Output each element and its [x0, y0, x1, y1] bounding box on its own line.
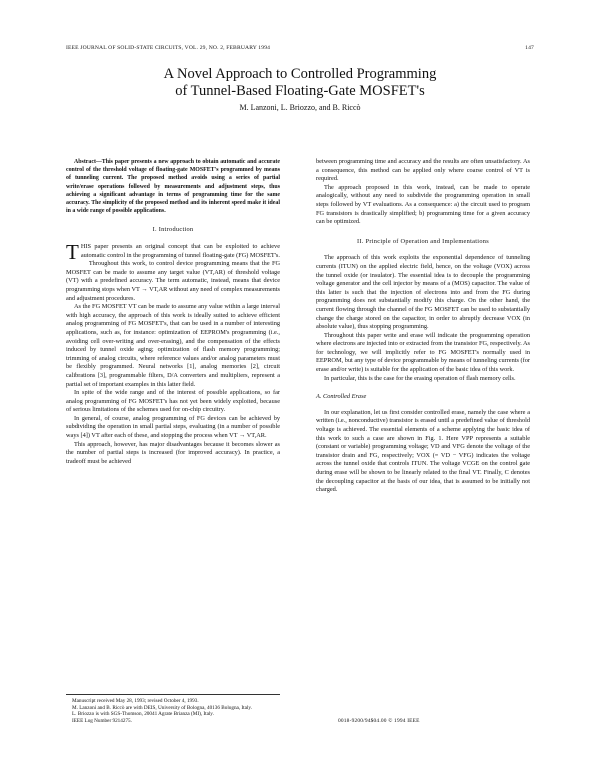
journal-header: IEEE JOURNAL OF SOLID-STATE CIRCUITS, VOL. 29, NO. 2, FEBRUARY 1994 [66, 45, 271, 51]
intro-paragraph-1: THIS paper presents an original concept that can be exploited to achieve automatic control in the programming of tunnel floating-gate (FG) MOSFET's. [66, 240, 280, 265]
paper-title [0, 66, 600, 100]
drop-cap: T [66, 240, 79, 265]
section-2-heading: II. Principle of Operation and Implementations [356, 237, 489, 245]
right-paragraph-1: between programming time and accuracy and the results are often unsatisfactory. As a consequence, this method can be applied only where coarse control of VT is required. [316, 158, 530, 183]
abstract: Abstract—This paper presents a new approach to obtain automatic and accurate control of the threshold voltage of floating-gate MOSFET's programmed by means of tunneling current. The proposed method avoids using a series of partial write/erase operations followed by measurements and adjustment steps, thus achieving a significant advantage in terms of programming time for the same accuracy. The simplicity of the proposed method and its inherent speed make it ideal in a wide range of possible applications. [66, 159, 280, 215]
right-column [316, 158, 530, 495]
section-2-paragraph-3: In particular, this is the case for the erasing operation of flash memory cells. [324, 374, 516, 382]
title-line-1: A Novel Approach to Controlled Programming [163, 66, 437, 82]
section-1-heading: I. Introduction [152, 226, 194, 234]
title-line-2: of Tunnel-Based Floating-Gate MOSFET's [175, 83, 425, 99]
page-number: 147 [525, 45, 534, 51]
footnote-affiliation-1: M. Lanzoni and B. Riccò are with DEIS, University of Bologna, 40136 Bologna, Italy. [72, 704, 252, 711]
intro-paragraph-3: As the FG MOSFET VT can be made to assume any value within a large interval with high accuracy, the approach of this work is ideally suited to achieve efficient analog programming of FG MOSFET's, that can be used in a number of interesting applications, such as, for instance: optimization of EEPROM's programming (i.e., avoiding cell over-writing and over-erasing), and the compensation of the effects induced by tunnel oxide aging; optimization of flash memory programming; trimming of analog circuits, where reference values and/or analog parameters must be flexibly programmed. Neural networks [1], analog memories [2], circuit calibrations [3], programmable filters, D/A converters and multipliers, represent a partial set of important examples in this latter field. [66, 303, 280, 388]
publication-code: 0018-9200/94$04.00 © 1994 IEEE [338, 718, 420, 724]
intro-paragraph-6: This approach, however, has major disadvantages because it becomes slower as the number of partial steps is increased (for improved accuracy). In practice, a tradeoff must be achieved [66, 440, 280, 465]
subsection-a-paragraph-1: In our explanation, let us first consider controlled erase, namely the case where a written (i.e., nonconductive) transistor is erased until a predefined value of threshold voltage is achieved. The essential elements of a scheme applying the basic idea of this work to such a case are shown in Fig. 1. Here VPP represents a suitable (constant or variable) programming voltage; VD and VFG denote the voltage of the transistor drain and FG, respectively; VOX (= VD − VFG) indicates the voltage across the tunnel oxide that controls ITUN. The voltage VCGE on the control gate during erase will be shown to be linearly related to the final VT. Finally, C denotes the decoupling capacitor at the basis of our idea, that is assumed to be initially not charged. [316, 408, 530, 494]
intro-paragraph-4: In spite of the wide range and of the interest of possible applications, so far analog programming of FG MOSFET's has not yet been widely exploited, because of serious limitations of the schemes used for on-chip circuitry. [66, 389, 280, 414]
footnote-affiliation-2: L. Briozzo is with SGS-Thomson, 20041 Agrate Brianza (MI), Italy. [72, 711, 214, 717]
section-2-paragraph-2: Throughout this paper write and erase will indicate the programming operation where electrons are injected into or extracted from the transistor FG, respectively. As for technology, we will implicitly refer to FG MOSFET's normally used in EEPROM, but any type of device programmable by means of tunneling currents (for erase and/or write) is suitable for the application of the basic idea of this work. [316, 331, 530, 374]
right-paragraph-2: The approach proposed in this work, instead, can be made to operate analogically, without any need to subdivide the programming operation in small steps followed by VT evaluations. As a consequence: a) the circuit used to program FG transistors is drastically simplified; b) programming time for a given accuracy can be optimized. [316, 183, 530, 226]
authors: M. Lanzoni, L. Briozzo, and B. Riccò [239, 103, 361, 112]
footnote [66, 694, 280, 724]
left-column [66, 158, 280, 466]
footnote-log-number: IEEE Log Number 9214275. [72, 717, 132, 724]
footnote-received: Manuscript received May 28, 1993; revised October 4, 1993. [72, 698, 199, 704]
intro-paragraph-2: Throughout this work, to control device programming means that the FG MOSFET can be made to assume any target value (VT,AR) of threshold voltage (VT) with a predefined accuracy. The term automatic, instead, means that device programming stops when VT → VT,AR without any need of complex measurements and adjustment procedures. [66, 260, 280, 302]
section-2-paragraph-1: The approach of this work exploits the exponential dependence of tunneling currents (ITUN) on the applied electric field, hence, on the voltage (VOX) across the tunnel oxide (or insulator). The essential idea is to decouple the programming voltage generator and the cell injector by means of a (MOS) capacitor. The value of this latter is such that the injection of electrons into and from the FG during programming does not substantially modify this charge. On the other hand, the current flowing through the channel of the FG MOSFET can be used to substantially change the charge stored on the capacitor, in order to abruptly decrease VOX (in absolute value), thus stopping programming. [316, 254, 530, 331]
subsection-a-heading: A. Controlled Erase [316, 393, 367, 401]
intro-paragraph-5: In general, of course, analog programming of FG devices can be achieved by subdividing the operation in small partial steps, evaluating (in a number of possible ways [4]) VT after each of these, and stopping the process when VT → VT,AR. [66, 414, 280, 440]
running-header [66, 45, 534, 51]
